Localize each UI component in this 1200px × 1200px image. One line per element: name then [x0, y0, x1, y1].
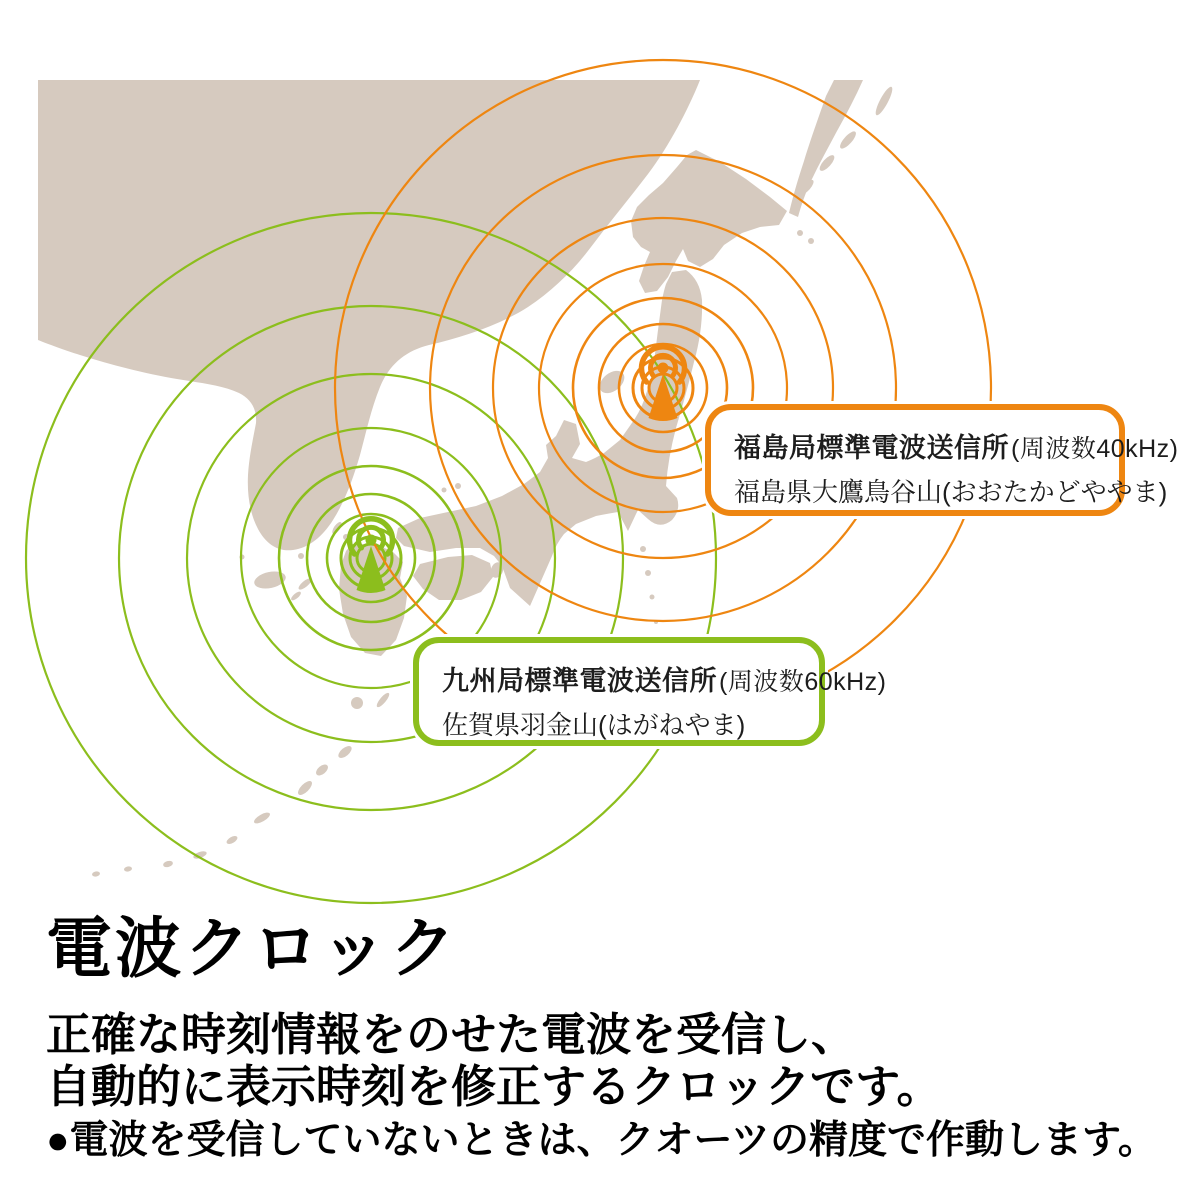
station-frequency: (周波数60kHz)	[719, 668, 887, 696]
kyushu-station-callout	[413, 637, 887, 746]
kuril-island	[838, 129, 859, 151]
yakushima-island	[351, 697, 363, 709]
tanegashima-island	[375, 691, 391, 709]
korea-islet	[298, 553, 304, 559]
goto-island	[290, 590, 302, 602]
station-name: 福島局標準電波送信所	[734, 433, 1009, 463]
izu-islet	[640, 546, 646, 552]
fukushima-station-callout	[705, 404, 1179, 516]
izu-islet	[645, 570, 651, 576]
station-name-line	[442, 659, 887, 698]
nansei-island	[124, 866, 133, 872]
habomai-islet	[797, 230, 803, 236]
sakhalin-island	[789, 80, 863, 217]
caption-block	[46, 914, 1157, 1165]
nansei-island	[296, 779, 314, 797]
kuril-island	[873, 85, 895, 117]
station-frequency: (周波数40kHz)	[1011, 435, 1179, 463]
description-line-2: 自動的に表示時刻を修正するクロックです。	[46, 1061, 942, 1112]
habomai-islet	[808, 238, 814, 244]
okinawa-island	[252, 810, 271, 825]
izu-islet	[650, 595, 655, 600]
oki-islet	[442, 488, 447, 493]
nansei-island	[314, 762, 330, 777]
description-line-1: 正確な時刻情報をのせた電波を受信し、	[46, 1009, 857, 1060]
nansei-island	[225, 834, 238, 845]
tsushima-island	[331, 521, 344, 536]
oki-islet	[455, 483, 461, 489]
hokkaido-island	[631, 150, 787, 293]
kuril-islet	[791, 203, 797, 209]
description-note: ●電波を受信していないときは、クオーツの精度で作動します。	[46, 1118, 1157, 1162]
page-title: 電波クロック	[46, 913, 459, 986]
station-location: 佐賀県羽金山(はがねやま)	[442, 710, 746, 740]
station-location: 福島県大鷹鳥谷山(おおたかどややま)	[734, 477, 1168, 507]
station-name: 九州局標準電波送信所	[442, 666, 717, 696]
nansei-island	[336, 744, 353, 760]
station-name-line	[734, 426, 1179, 465]
nansei-island	[92, 871, 101, 877]
nansei-island	[162, 860, 173, 868]
